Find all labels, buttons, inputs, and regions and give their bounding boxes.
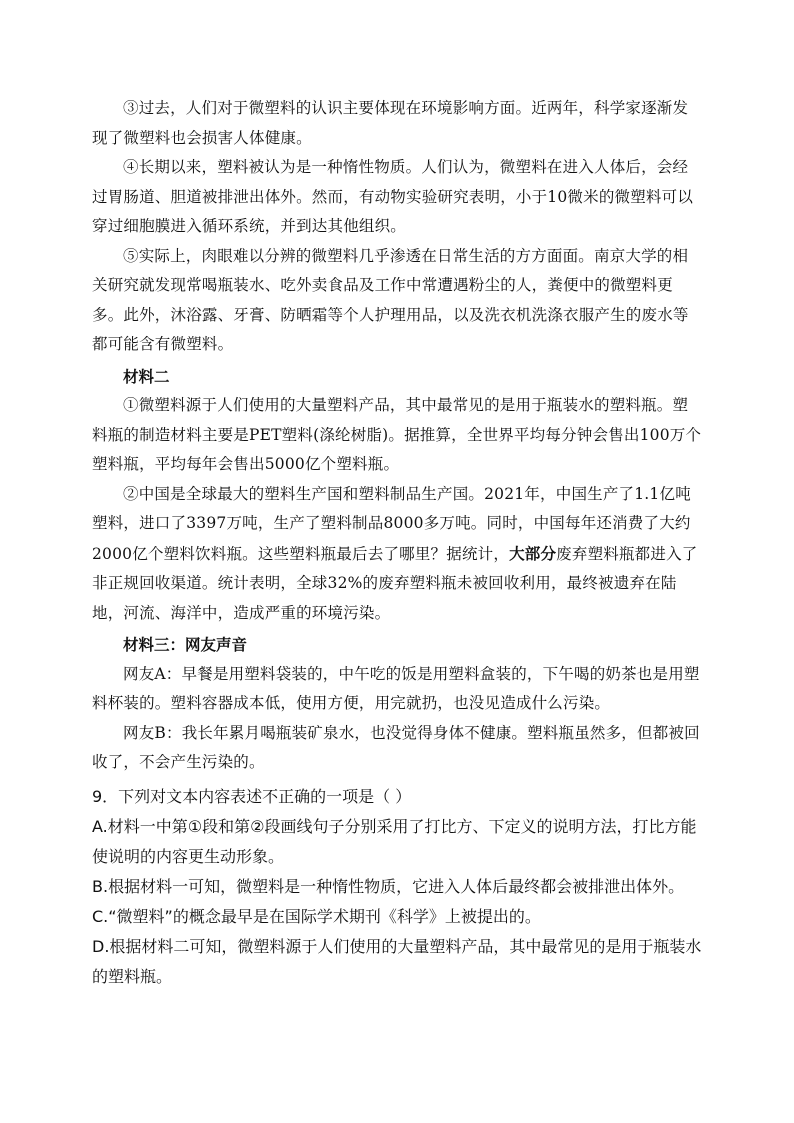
option-a: A.材料一中第①段和第②段画线句子分别采用了打比方、下定义的说明方法，打比方能使说明的内容更生动形象。 <box>92 816 697 866</box>
material2-heading: 材料二 <box>123 366 170 386</box>
material1-paragraph-3: ③过去，人们对于微塑料的认识主要体现在环境影响方面。近两年，科学家逐渐发现了微塑料也会损害人体健康。 <box>92 99 689 147</box>
material2-paragraph-2-part-a: ②中国是全球最大的塑料生产国和塑料制品生产国。2021年，中国生产了1.1亿吨塑料，进口了3397万吨，生产了塑料制品8000多万吨。同时，中国每年还消费了大约2000亿个塑料饮料瓶。这些塑料瓶最后去了哪里？据统计， <box>92 484 691 563</box>
option-c: C.“微塑料”的概念最早是在国际学术期刊《科学》上被提出的。 <box>92 906 541 926</box>
material3-heading: 材料三：网友声音 <box>123 635 248 654</box>
netizen-b-comment: 网友B：我长年累月喝瓶装矿泉水，也没觉得身体不健康。塑料瓶虽然多，但都被回收了，不会产生污染的。 <box>92 723 700 771</box>
option-b: B.根据材料一可知，微塑料是一种惰性物质，它进入人体后最终都会被排泄出体外。 <box>92 876 685 896</box>
question-stem: 9．下列对文本内容表述不正确的一项是（ ） <box>92 786 412 806</box>
material2-emphasis: 大部分 <box>509 543 557 563</box>
material2-paragraph-2 <box>92 480 702 629</box>
option-d: D.根据材料二可知，微塑料源于人们使用的大量塑料产品，其中最常见的是用于瓶装水的塑料瓶。 <box>92 936 702 986</box>
material2-paragraph-1: ①微塑料源于人们使用的大量塑料产品，其中最常见的是用于瓶装水的塑料瓶。塑料瓶的制造材料主要是PET塑料(涤纶树脂)。据推算，全世界平均每分钟会售出100万个塑料瓶，平均每年会售出5000亿个塑料瓶。 <box>92 396 702 473</box>
netizen-a-comment: 网友A：早餐是用塑料袋装的，中午吃的饭是用塑料盒装的，下午喝的奶茶也是用塑料杯装的。塑料容器成本低，使用方便，用完就扔，也没见造成什么污染。 <box>92 664 700 712</box>
material2-paragraph-2-part-b: 废弃塑料瓶都进入了非正规回收渠道。统计表明，全球32%的废弃塑料瓶未被回收利用，最终被遗弃在陆地，河流、海洋中，造成严重的环境污染。 <box>92 544 698 622</box>
material1-paragraph-5: ⑤实际上，肉眼难以分辨的微塑料几乎渗透在日常生活的方方面面。南京大学的相关研究就发现常喝瓶装水、吃外卖食品及工作中常遭遇粉尘的人，粪便中的微塑料更多。此外，沐浴露、牙膏、防晒霜等个人护理用品，以及洗衣机洗涤衣服产生的废水等都可能含有微塑料。 <box>92 246 689 353</box>
material1-paragraph-4: ④长期以来，塑料被认为是一种惰性物质。人们认为，微塑料在进入人体后，会经过胃肠道、胆道被排泄出体外。然而，有动物实验研究表明，小于10微米的微塑料可以穿过细胞膜进入循环系统，并到达其他组织。 <box>92 158 694 235</box>
document-body <box>92 94 702 992</box>
